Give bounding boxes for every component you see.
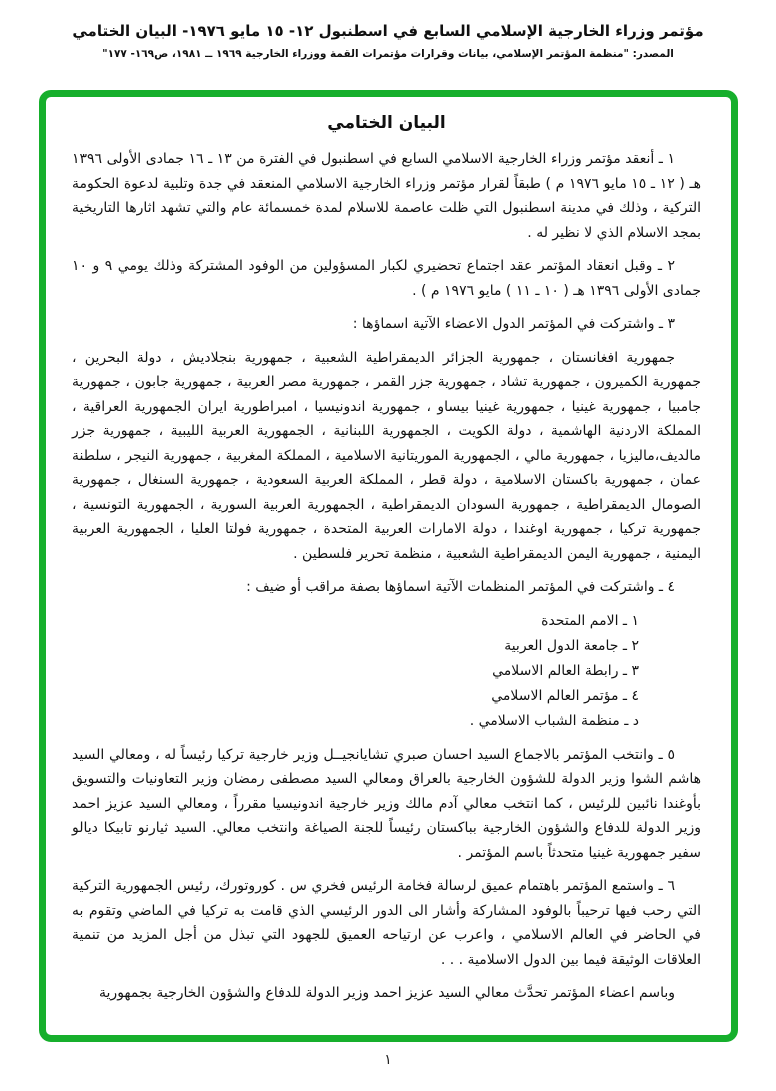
observer-organizations-list xyxy=(72,609,639,734)
paragraph-member-states-list: جمهورية افغانستان ، جمهورية الجزائر الديمقراطية الشعبية ، جمهورية بنجلاديش ، دولة البحرين ، جمهورية الكميرون ، جمهورية تشاد ، جمهورية جزر القمر ، جمهورية مصر العربية ، جمهورية جابون ، جمهورية جامبيا ، جمهورية غينيا ، جمهورية غينيا بيساو ، جمهورية اندونيسيا ، امبراطورية ايران الجمهورية العراقية ، المملكة الاردنية الهاشمية ، دولة الكويت ، الجمهورية اللبنانية ، الجمهورية العربية الليبية ، جمهورية جزر مالديف،ماليزيا ، جمهورية مالي ، الجمهورية الموريتانية الاسلامية ، المملكة المغربية ، جمهورية النيجر ، سلطنة عمان ، جمهورية باكستان الاسلامية ، دولة قطر ، المملكة العربية السعودية ، جمهورية السنغال ، جمهورية الصومال الديمقراطية ، جمهورية السودان الديمقراطية ، الجمهورية العربية السورية ، الجمهورية التونسية ، جمهورية تركيا ، جمهورية اوغندا ، دولة الامارات العربية المتحدة ، جمهورية فولتا العليا ، الجمهورية العربية اليمنية ، جمهورية اليمن الديمقراطية الشعبية ، منظمة تحرير فلسطين . xyxy=(72,349,701,562)
paragraph-4-observers-intro: ٤ ـ واشتركت في المؤتمر المنظمات الآتية اسماؤها بصفة مراقب أو ضيف : xyxy=(246,579,675,595)
paragraph-7-closing-line: وباسم اعضاء المؤتمر تحدَّث معالي السيد عزيز احمد وزير الدولة للدفاع والشؤون الخارجية بجمهورية xyxy=(99,985,675,1001)
paragraph-3-member-states-intro: ٣ ـ واشتركت في المؤتمر الدول الاعضاء الآتية اسماؤها : xyxy=(352,316,675,332)
list-item-islamic-youth-organization: د ـ منظمة الشباب الاسلامي . xyxy=(469,712,639,729)
header-source-citation: المصدر: "منظمة المؤتمر الإسلامي، بيانات وقرارات مؤتمرات القمة ووزراء الخارجية ١٩٦٩ ــ ١٩٨١، ص١٦٩- ١٧٧" xyxy=(102,48,674,60)
list-item-united-nations: ١ ـ الامم المتحدة xyxy=(541,612,639,629)
paragraph-6-president-message: ٦ ـ واستمع المؤتمر باهتمام عميق لرسالة فخامة الرئيس فخري س . كوروتورك، رئيس الجمهورية التركية التي رحب فيها ترحيباً بالوفود المشاركة وأشار الى الدور الرئيسي الذي قامت به تركيا في الماضي وتقوم به في الحاضر في العالم الاسلامي ، واعرب عن ارتياحه العميق للجهود التي تبذل من أجل المزيد من تنمية العلاقات الوثيقة فيما بين الدول الاسلامية . . . xyxy=(72,878,701,968)
page-number: ١ xyxy=(384,1052,392,1068)
header-title: مؤتمر وزراء الخارجية الإسلامي السابع في اسطنبول ١٢- ١٥ مايو ١٩٧٦- البيان الختامي xyxy=(72,22,704,40)
document-title: البيان الختامي xyxy=(327,113,446,133)
list-item-muslim-world-league: ٣ ـ رابطة العالم الاسلامي xyxy=(492,662,639,679)
paragraph-1-opening: ١ ـ أنعقد مؤتمر وزراء الخارجية الاسلامي السابع في اسطنبول في الفترة من ١٣ ـ ١٦ جمادى الأولى ١٣٩٦ هـ ( ١٢ ـ ١٥ مايو ١٩٧٦ م ) طبقاً لقرار مؤتمر وزراء الخارجية الاسلامي المنعقد في جدة وتلبية لدعوة الحكومة التركية ، وذلك في مدينة اسطنبول التي ظلت عاصمة للاسلام لمدة خمسمائة عام والتي تشهد اثارها التاريخية بمجد الاسلام الذي لا نظير له . xyxy=(72,151,701,241)
paragraph-5-elections: ٥ ـ وانتخب المؤتمر بالاجماع السيد احسان صبري تشايانجيــل وزير خارجية تركيا رئيساً له ، ومعالي السيد هاشم الشوا وزير الدولة للشؤون الخارجية بالعراق ومعالي السيد مصطفى رمضان وزير التعاونيات والتسويق بأوغندا نائبين للرئيس ، كما انتخب معالي آدم مالك وزير خارجية اندونيسيا مقرراً ، ومعالي السيد عزيز احمد وزير الدولة للدفاع والشؤون الخارجية بباكستان رئيساً للجنة الصياغة وانتخب معالي. السيد ثيارنو تابيكا ديالو سفير جمهورية غينيا متحدثاً باسم المؤتمر . xyxy=(72,746,701,861)
paragraph-2-preparatory-meeting: ٢ ـ وقبل انعقاد المؤتمر عقد اجتماع تحضيري لكبار المسؤولين من الوفود المشتركة وذلك يومي ٩ و ١٠ جمادى الأولى ١٣٩٦ هـ ( ١٠ ـ ١١ ) مايو ١٩٧٦ م ) . xyxy=(72,258,701,299)
list-item-arab-league: ٢ ـ جامعة الدول العربية xyxy=(504,637,639,654)
green-frame xyxy=(39,90,738,1042)
list-item-islamic-world-congress: ٤ ـ مؤتمر العالم الاسلامي xyxy=(491,687,639,704)
page-header xyxy=(0,0,776,60)
